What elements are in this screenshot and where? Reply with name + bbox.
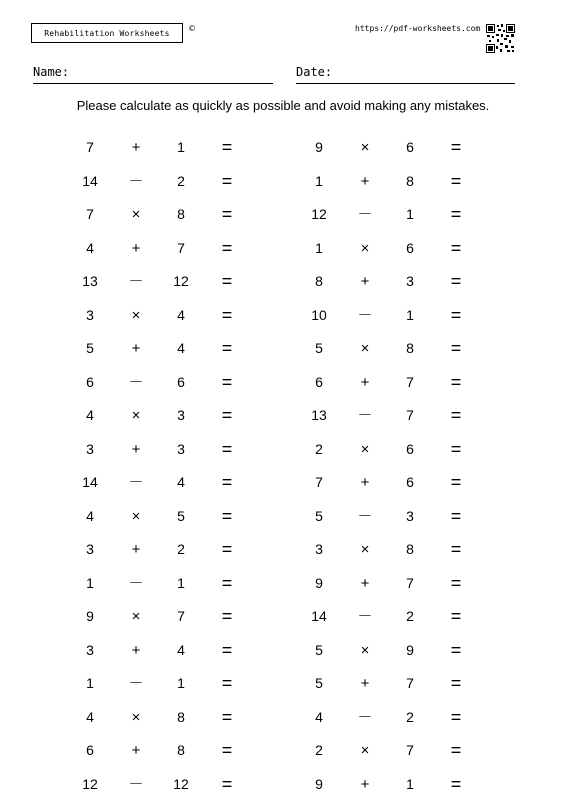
left-operand: 5: [86, 340, 94, 356]
operator: +: [131, 340, 141, 357]
right-operand: 6: [406, 474, 414, 490]
operator: +: [131, 541, 141, 558]
operator: －: [357, 306, 373, 324]
operator: +: [131, 239, 141, 257]
operator: +: [360, 172, 370, 190]
right-operand: 8: [177, 206, 185, 222]
equals-sign: =: [450, 572, 462, 593]
operator: +: [360, 474, 370, 491]
left-operand: 12: [82, 775, 98, 792]
equals-sign: =: [450, 371, 462, 392]
equals-sign: =: [450, 539, 462, 559]
operator: －: [357, 407, 373, 424]
problem-row: [0, 399, 566, 432]
right-operand: 4: [177, 306, 185, 323]
problem-row: [0, 634, 566, 667]
equals-sign: =: [450, 773, 462, 794]
copyright-symbol: ©: [188, 24, 196, 33]
left-operand: 9: [315, 139, 323, 155]
operator: －: [128, 172, 144, 190]
instructions: Please calculate as quickly as possible and avoid making any mistakes.: [76, 98, 490, 113]
equals-sign: =: [221, 405, 233, 425]
right-operand: 12: [173, 273, 189, 289]
right-operand: 1: [406, 306, 414, 323]
left-operand: 5: [315, 641, 323, 658]
operator: +: [131, 641, 141, 659]
right-operand: 1: [177, 139, 185, 155]
worksheet-title: Rehabilitation Worksheets: [31, 23, 183, 43]
operator: +: [131, 139, 141, 156]
equals-sign: =: [450, 639, 462, 660]
operator: －: [128, 273, 144, 290]
qr-code-icon: [486, 24, 515, 53]
right-operand: 3: [177, 407, 185, 423]
left-operand: 4: [86, 239, 94, 256]
equals-sign: =: [221, 740, 233, 760]
right-operand: 3: [177, 440, 185, 457]
right-operand: 1: [406, 775, 414, 792]
right-operand: 7: [406, 675, 414, 691]
equals-sign: =: [221, 639, 233, 660]
left-operand: 1: [86, 574, 94, 591]
equals-sign: =: [221, 539, 233, 559]
left-operand: 1: [86, 675, 94, 691]
left-operand: 12: [311, 206, 327, 222]
problem-row: [0, 232, 566, 265]
problem-row: [0, 734, 566, 767]
equals-sign: =: [450, 338, 462, 358]
operator: ×: [131, 507, 141, 525]
left-operand: 4: [86, 708, 94, 725]
left-operand: 4: [86, 507, 94, 524]
problem-row: [0, 265, 566, 298]
operator: +: [360, 373, 370, 391]
left-operand: 1: [315, 239, 323, 256]
equals-sign: =: [221, 204, 233, 224]
operator: +: [131, 742, 141, 759]
operator: －: [128, 775, 144, 793]
equals-sign: =: [450, 438, 462, 459]
operator: －: [128, 675, 144, 692]
equals-sign: =: [450, 706, 462, 727]
equals-sign: =: [221, 505, 233, 526]
left-operand: 7: [315, 474, 323, 490]
date-field[interactable]: [296, 65, 515, 84]
equals-sign: =: [221, 773, 233, 794]
problem-row: [0, 500, 566, 533]
equals-sign: =: [450, 137, 462, 157]
right-operand: 8: [406, 172, 414, 189]
right-operand: 3: [406, 507, 414, 524]
operator: ×: [131, 608, 141, 625]
operator: +: [131, 440, 141, 458]
problem-row: [0, 332, 566, 365]
left-operand: 8: [315, 273, 323, 289]
right-operand: 9: [406, 641, 414, 658]
operator: ×: [360, 541, 370, 558]
operator: ×: [360, 239, 370, 257]
left-operand: 1: [315, 172, 323, 189]
right-operand: 12: [173, 775, 189, 792]
left-operand: 2: [315, 742, 323, 758]
right-operand: 7: [406, 742, 414, 758]
operator: +: [360, 675, 370, 692]
equals-sign: =: [450, 606, 462, 626]
equals-sign: =: [450, 673, 462, 693]
right-operand: 8: [177, 742, 185, 758]
problem-row: [0, 433, 566, 466]
left-operand: 6: [315, 373, 323, 390]
right-operand: 7: [406, 407, 414, 423]
left-operand: 7: [86, 139, 94, 155]
equals-sign: =: [221, 170, 233, 191]
left-operand: 5: [315, 507, 323, 524]
operator: ×: [131, 306, 141, 324]
problem-row: [0, 600, 566, 633]
left-operand: 5: [315, 675, 323, 691]
equals-sign: =: [221, 606, 233, 626]
right-operand: 8: [177, 708, 185, 725]
operator: ×: [360, 742, 370, 759]
equals-sign: =: [221, 271, 233, 291]
operator: ×: [360, 340, 370, 357]
left-operand: 13: [311, 407, 327, 423]
equals-sign: =: [450, 472, 462, 492]
operator: －: [128, 373, 144, 391]
left-operand: 3: [315, 541, 323, 557]
left-operand: 3: [86, 306, 94, 323]
right-operand: 3: [406, 273, 414, 289]
equals-sign: =: [450, 237, 462, 258]
right-operand: 1: [177, 675, 185, 691]
left-operand: 14: [82, 172, 98, 189]
equals-sign: =: [450, 505, 462, 526]
equals-sign: =: [221, 338, 233, 358]
left-operand: 14: [311, 608, 327, 624]
right-operand: 8: [406, 340, 414, 356]
right-operand: 2: [177, 541, 185, 557]
operator: －: [357, 708, 373, 726]
right-operand: 1: [177, 574, 185, 591]
left-operand: 3: [86, 541, 94, 557]
equals-sign: =: [221, 438, 233, 459]
equals-sign: =: [450, 405, 462, 425]
operator: ×: [360, 440, 370, 458]
equals-sign: =: [221, 572, 233, 593]
left-operand: 2: [315, 440, 323, 457]
operator: －: [357, 206, 373, 223]
equals-sign: =: [221, 706, 233, 727]
left-operand: 9: [315, 775, 323, 792]
left-operand: 9: [315, 574, 323, 591]
operator: ×: [131, 206, 141, 223]
operator: －: [357, 507, 373, 525]
problem-row: [0, 366, 566, 399]
problem-row: [0, 768, 566, 801]
right-operand: 7: [406, 574, 414, 591]
right-operand: 2: [406, 708, 414, 725]
operator: －: [128, 474, 144, 491]
right-operand: 4: [177, 641, 185, 658]
right-operand: 1: [406, 206, 414, 222]
name-field[interactable]: [33, 65, 273, 84]
equals-sign: =: [221, 371, 233, 392]
problem-row: [0, 131, 566, 164]
problem-row: [0, 533, 566, 566]
right-operand: 8: [406, 541, 414, 557]
right-operand: 7: [177, 239, 185, 256]
operator: ×: [360, 139, 370, 156]
left-operand: 6: [86, 373, 94, 390]
left-operand: 5: [315, 340, 323, 356]
operator: +: [360, 574, 370, 592]
operator: ×: [131, 708, 141, 726]
equals-sign: =: [221, 237, 233, 258]
operator: +: [360, 273, 370, 290]
right-operand: 5: [177, 507, 185, 524]
right-operand: 4: [177, 474, 185, 490]
site-url[interactable]: https://pdf-worksheets.com: [355, 24, 481, 33]
operator: －: [128, 574, 144, 592]
equals-sign: =: [221, 137, 233, 157]
problem-row: [0, 198, 566, 231]
left-operand: 7: [86, 206, 94, 222]
date-label: Date:: [296, 65, 333, 79]
equals-sign: =: [221, 673, 233, 693]
problem-row: [0, 466, 566, 499]
left-operand: 3: [86, 440, 94, 457]
name-label: Name:: [33, 65, 70, 79]
operator: －: [357, 608, 373, 625]
problem-row: [0, 299, 566, 332]
left-operand: 3: [86, 641, 94, 658]
equals-sign: =: [450, 170, 462, 191]
right-operand: 4: [177, 340, 185, 356]
left-operand: 14: [82, 474, 98, 490]
left-operand: 4: [315, 708, 323, 725]
right-operand: 6: [406, 440, 414, 457]
right-operand: 7: [177, 608, 185, 624]
left-operand: 13: [82, 273, 98, 289]
equals-sign: =: [450, 271, 462, 291]
left-operand: 9: [86, 608, 94, 624]
left-operand: 10: [311, 306, 327, 323]
problem-row: [0, 165, 566, 198]
right-operand: 6: [406, 139, 414, 155]
right-operand: 2: [406, 608, 414, 624]
equals-sign: =: [450, 204, 462, 224]
left-operand: 4: [86, 407, 94, 423]
operator: +: [360, 775, 370, 793]
operator: ×: [131, 407, 141, 424]
right-operand: 2: [177, 172, 185, 189]
left-operand: 6: [86, 742, 94, 758]
right-operand: 6: [177, 373, 185, 390]
equals-sign: =: [450, 740, 462, 760]
right-operand: 6: [406, 239, 414, 256]
right-operand: 7: [406, 373, 414, 390]
problem-row: [0, 701, 566, 734]
equals-sign: =: [450, 304, 462, 325]
problem-row: [0, 567, 566, 600]
equals-sign: =: [221, 304, 233, 325]
problem-row: [0, 667, 566, 700]
equals-sign: =: [221, 472, 233, 492]
operator: ×: [360, 641, 370, 659]
